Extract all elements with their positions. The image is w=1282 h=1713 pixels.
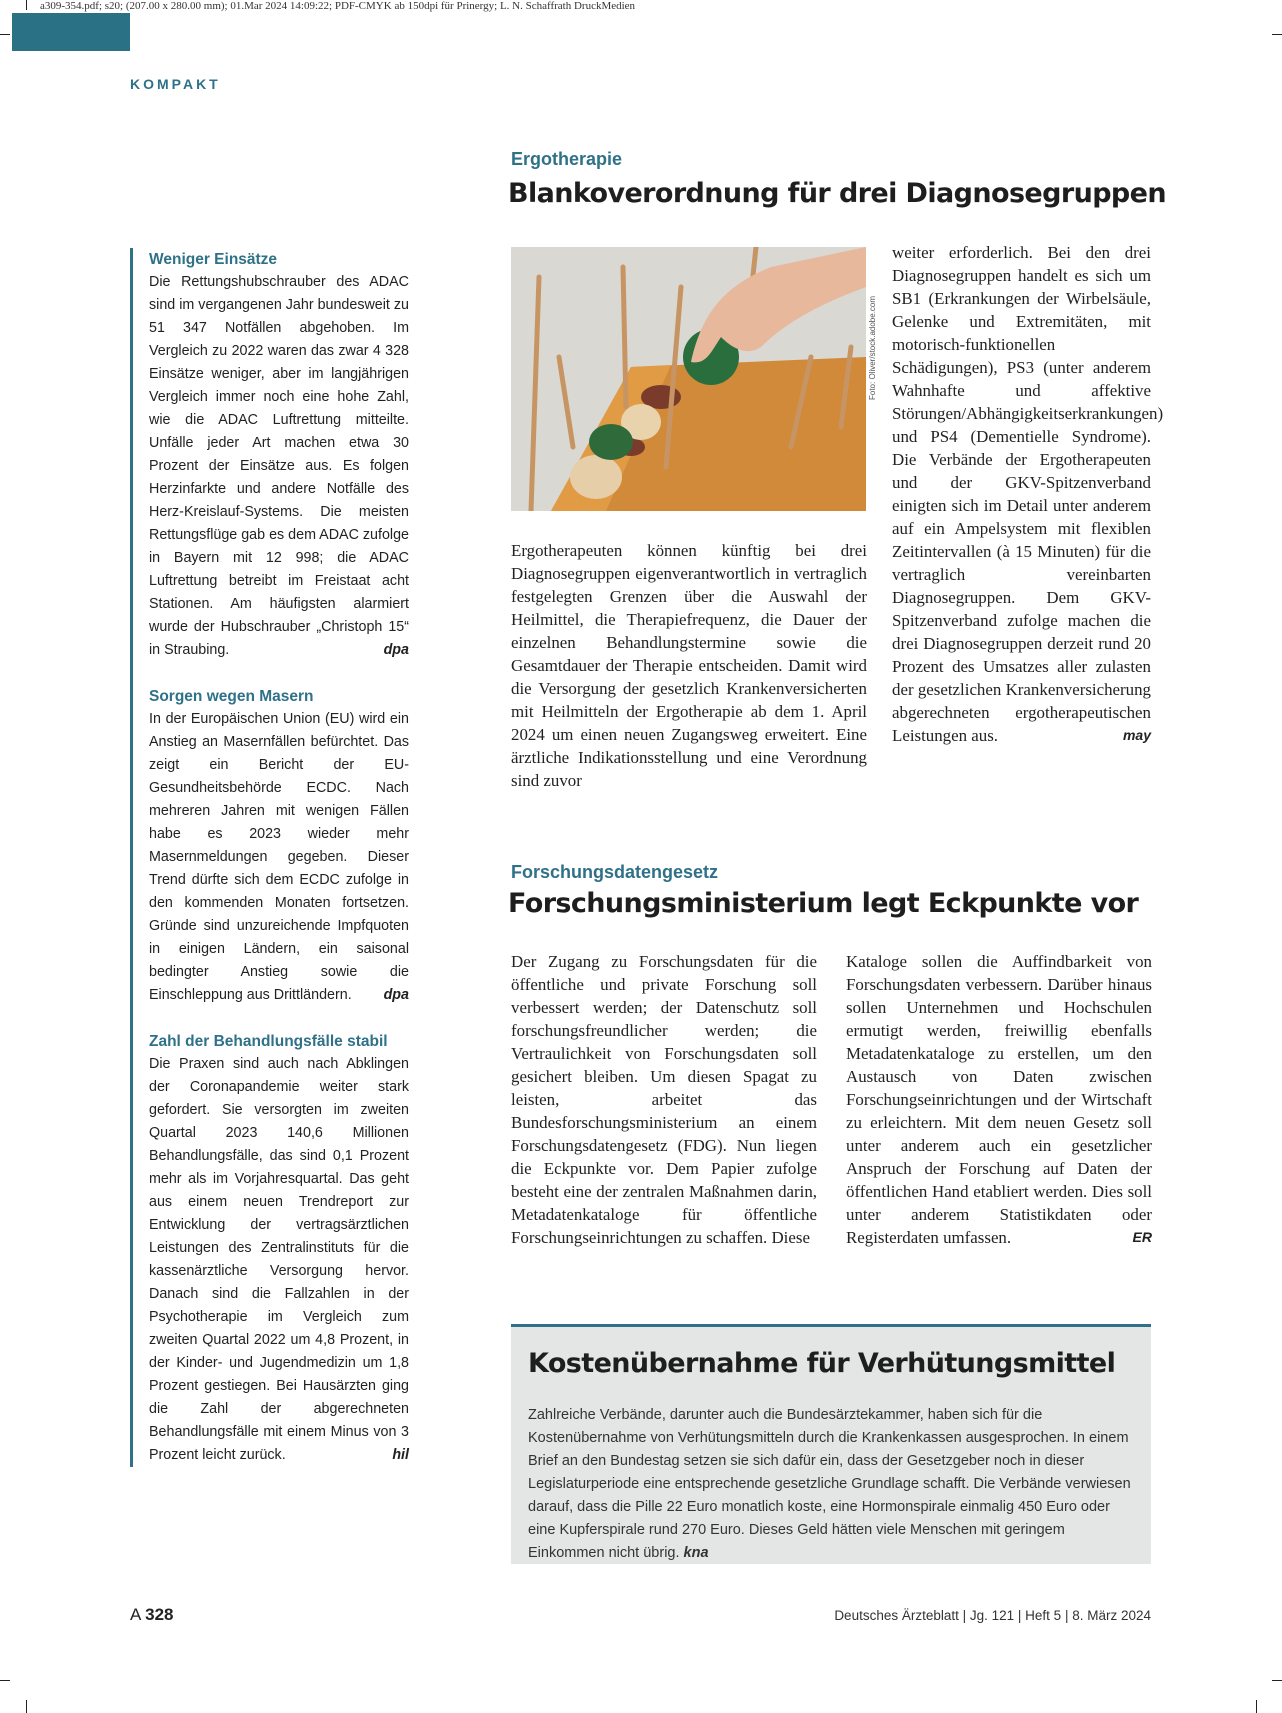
source-tag: ER bbox=[1132, 1229, 1152, 1245]
crop-mark bbox=[1272, 34, 1282, 35]
article-column bbox=[511, 950, 817, 1249]
sidebar-heading: Sorgen wegen Masern bbox=[149, 688, 314, 705]
sidebar-heading: Zahl der Behandlungsfälle stabil bbox=[149, 1033, 388, 1050]
source-tag: may bbox=[1122, 727, 1151, 743]
article-text: weiter erforderlich. Bei den drei Diagnosegruppen handelt es sich um SB1 (Erkrankungen der Wirbelsäule, Gelenke und Extremitäten, mit motorisch-funktionellen Schädigungen), PS3 (unter anderem Wahnhafte und affektive Störungen/Abhängigkeitserkrankungen) und PS4 (Dementielle Syndrome). Die Verbände der Ergotherapeuten und der GKV-Spitzenverband einigten sich im Detail unter anderem auf ein Ampelsystem mit flexiblen Zeitintervallen (à 15 Minuten) für die vertraglich vereinbarten Diagnosegruppen. Dem GKV-Spitzenverband zufolge machen die drei Diagnosegruppen derzeit rund 20 Prozent des Umsatzes aller zulasten der gesetzlichen Krankenversicherung abgerechneten ergotherapeutischen Leistungen aus. bbox=[892, 243, 1164, 745]
section-label: KOMPAKT bbox=[130, 76, 221, 92]
info-box bbox=[511, 1324, 1151, 1564]
article-column bbox=[846, 950, 1152, 1249]
article-paragraph: Ergotherapeuten können künftig bei drei Diagnosegruppen eigenverantwortlich in vertraglich festgelegten Grenzen über die Auswahl der Heilmittel, die Therapiefrequenz, die Dauer der einzelnen Behandlungstermine sowie die Gesamtdauer der Therapie entscheiden. Damit wird die Versorgung der gesetzlich Krankenversicherten mit Heilmitteln der Ergotherapie ab dem 1. April 2024 um einen neuen Zugangsweg erweitert. Eine ärztliche Indikationsstellung und eine Verordnung sind zuvor bbox=[511, 541, 867, 790]
page-prefix: A bbox=[130, 1605, 141, 1624]
info-box-paragraph: Zahlreiche Verbände, darunter auch die Bundesärztekammer, haben sich für die Kostenübernahme von Verhütungsmitteln durch die Krankenkassen ausgesprochen. In einem Brief an den Bundestag setzen sie sich dafür ein, dass der Gesetzgeber noch in dieser Legislaturperiode eine entsprechende gesetzliche Grundlage schafft. Die Verbände verwiesen darauf, dass die Pille 22 Euro monatlich koste, eine Hormonspirale einmalig 450 Euro oder eine Kupferspirale rund 270 Euro. Dieses Geld hätten viele Menschen mit geringem Einkommen nicht übrig. bbox=[528, 1407, 1131, 1561]
article-kicker: Forschungsdatengesetz bbox=[511, 862, 719, 882]
journal-citation: Deutsches Ärzteblatt | Jg. 121 | Heft 5 | 8. März 2024 bbox=[834, 1608, 1151, 1623]
section-color-tab bbox=[12, 13, 130, 51]
sidebar-text bbox=[149, 708, 409, 1007]
sidebar-text bbox=[149, 271, 409, 662]
photo-credit: Foto: Oliver/stock.adobe.com bbox=[868, 295, 877, 400]
article-column bbox=[892, 241, 1164, 747]
crop-mark bbox=[26, 0, 27, 10]
article-column bbox=[511, 539, 867, 792]
crop-mark bbox=[1272, 1680, 1282, 1681]
info-box-title: Kostenübernahme für Verhütungsmittel bbox=[528, 1348, 1116, 1379]
print-slug: a309-354.pdf; s20; (207.00 x 280.00 mm); 01.Mar 2024 14:09:22; PDF-CMYK ab 150dpi für Prinergy; L. N. Schaffrath DruckMedien bbox=[40, 0, 636, 12]
sidebar-text bbox=[149, 1053, 409, 1467]
crop-mark bbox=[0, 1680, 10, 1681]
page-number-value: 328 bbox=[145, 1605, 174, 1624]
source-tag: hil bbox=[392, 1447, 409, 1463]
sidebar-paragraph: In der Europäischen Union (EU) wird ein Anstieg an Masernfällen befürchtet. Das zeigt ein Bericht der EU-Gesundheitsbehörde ECDC. Nach mehreren Jahren mit wenigen Fällen habe es 2023 wieder mehr Masernmeldungen gegeben. Dieser Trend dürfte sich dem ECDC zufolge in den kommenden Monaten fortsetzen. Gründe sind unzureichende Impfquoten in einigen Ländern, ein saisonal bedingter Anstieg sowie die Einschleppung aus Drittländern. bbox=[149, 711, 409, 1003]
crop-mark bbox=[0, 34, 10, 35]
source-tag: dpa bbox=[383, 987, 409, 1003]
page-number bbox=[130, 1605, 174, 1625]
source-tag: kna bbox=[683, 1545, 709, 1561]
sidebar-paragraph: Die Praxen sind auch nach Abklingen der Coronapandemie weiter stark gefordert. Sie versorgten im zweiten Quartal 2023 140,6 Millionen Behandlungsfälle, das sind 0,1 Prozent mehr als im Vorjahresquartal. Das geht aus einem neuen Trendreport zur Entwicklung der vertragsärztlichen Leistungen des Zentralinstituts für die kassenärztliche Versorgung hervor. Danach sind die Fallzahlen in der Psychotherapie im Vergleich zum zweiten Quartal 2022 um 4,8 Prozent, in der Kinder- und Jugendmedizin um 1,8 Prozent gestiegen. Bei Hausärzten ging die Zahl der abgerechneten Behandlungsfälle mit einem Minus von 3 Prozent leicht zurück. bbox=[149, 1056, 409, 1463]
sidebar-paragraph: Die Rettungshubschrauber des ADAC sind im vergangenen Jahr bundesweit zu 51 347 Notfällen abgehoben. Im Vergleich zu 2022 waren das zwar 4 328 Einsätze weniger, aber im langjährigen Vergleich immer noch eine hohe Zahl, wie die ADAC Luftrettung mitteilte. Unfälle jeder Art machen etwa 30 Prozent der Einsätze aus. Es folgen Herzinfarkte und andere Notfälle des Herz-Kreislauf-Systems. Die meisten Rettungsflüge gab es dem ADAC zufolge in Bayern mit 12 998; die ADAC Luftrettung betreibt im Freistaat acht Stationen. Am häufigsten alarmiert wurde der Hubschrauber „Christoph 15“ in Straubing. bbox=[149, 274, 409, 658]
crop-mark bbox=[26, 1700, 27, 1713]
article-headline: Forschungsministerium legt Eckpunkte vor bbox=[508, 888, 1139, 919]
article-headline: Blankoverordnung für drei Diagnosegruppen bbox=[508, 178, 1166, 209]
photo-illustration bbox=[511, 247, 866, 511]
therapy-photo bbox=[511, 247, 866, 511]
article-paragraph bbox=[846, 950, 1152, 1249]
article-paragraph bbox=[892, 241, 1164, 747]
article-text: Kataloge sollen die Auffindbarkeit von Forschungsdaten verbessern. Darüber hinaus sollen Unternehmen und Hochschulen ermutigt werden, freiwillig ebenfalls Metadatenkataloge zu erstellen, um den Austausch von Daten zwischen Forschungseinrichtungen und der Wirtschaft zu erleichtern. Mit dem neuen Gesetz soll unter anderem auch ein gesetzlicher Anspruch der Forschung auf Daten der öffentlichen Hand etabliert werden. Dies soll unter anderem Statistikdaten oder Registerdaten umfassen. bbox=[846, 952, 1152, 1247]
article-paragraph: Der Zugang zu Forschungsdaten für die öffentliche und private Forschung soll verbessert werden; der Datenschutz soll forschungsfreundlicher werden; die Vertraulichkeit von Forschungsdaten soll gesichert bleiben. Um diesen Spagat zu leisten, arbeitet das Bundesforschungsministerium an einem Forschungsdatengesetz (FDG). Nun liegen die Eckpunkte vor. Dem Papier zufolge besteht eine der zentralen Maßnahmen darin, Metadatenkataloge für öffentliche Forschungseinrichtungen zu schaffen. Diese bbox=[511, 952, 817, 1247]
news-sidebar bbox=[130, 248, 409, 1467]
source-tag: dpa bbox=[383, 642, 409, 658]
crop-mark bbox=[1256, 1700, 1257, 1713]
info-box-text bbox=[528, 1404, 1132, 1565]
article-kicker: Ergotherapie bbox=[511, 149, 623, 169]
sidebar-heading: Weniger Einsätze bbox=[149, 251, 278, 268]
